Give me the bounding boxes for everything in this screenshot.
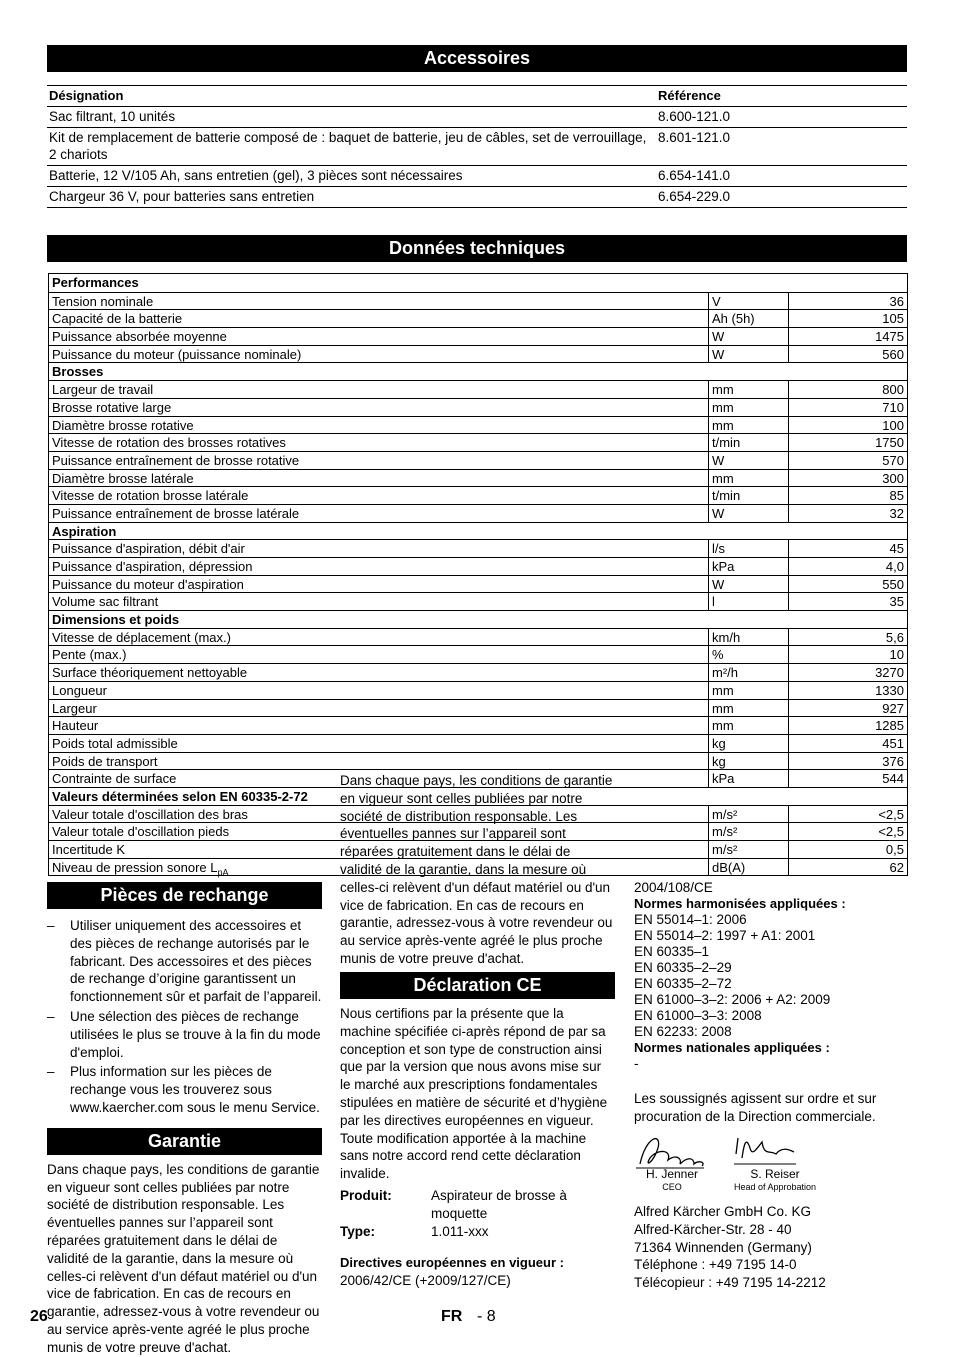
- table-row: [49, 380, 907, 398]
- spec-label: Valeur totale d'oscillation des bras: [49, 806, 709, 823]
- spec-value: 10: [889, 647, 904, 663]
- table-row: [49, 469, 907, 487]
- signatory-2-role: Head of Approbation: [733, 1182, 817, 1192]
- harmonized-label: Normes harmonisées appliquées :: [634, 896, 846, 911]
- table-row: [49, 681, 907, 699]
- spec-value: 800: [882, 382, 904, 398]
- signatory-1-role: CEO: [662, 1182, 682, 1192]
- table-row: [49, 309, 907, 327]
- spec-unit: t/min: [709, 487, 789, 504]
- spec-unit: W: [709, 505, 789, 522]
- signatories-text: Les soussignés agissent sur ordre et sur procuration de la Direction commerciale.: [634, 1091, 877, 1124]
- table-row: [49, 734, 907, 752]
- warranty-title: Garantie: [47, 1128, 322, 1155]
- cell-reference: 8.601-121.0: [658, 130, 731, 145]
- norm-item: EN 61000–3–3: 2008: [634, 1008, 762, 1023]
- spec-unit: mm: [709, 399, 789, 416]
- spec-label: Diamètre brosse latérale: [49, 470, 709, 487]
- col-reference: Référence: [658, 88, 721, 103]
- warranty-text: Dans chaque pays, les conditions de garantie en vigueur sont celles publiées par notre société de distribution responsable. Les éventuelles pannes sur l’appareil sont réparées gratuitement dans le délai de validité de la garantie, dans la mesure où celles-ci relèvent d'un défaut matériel ou d'un vice de fabrication. En cas de recours en garantie, adressez-vous à votre revendeur ou au service après-vente agréé le plus proche munis de votre preuve d'achat.: [47, 1161, 320, 1355]
- spec-unit: W: [709, 452, 789, 469]
- cell-reference: 6.654-229.0: [658, 189, 731, 204]
- product-row: [340, 1187, 615, 1223]
- type-value: 1.011-xxx: [431, 1223, 489, 1239]
- spec-label: Diamètre brosse rotative: [49, 417, 709, 434]
- spec-value: 3270: [875, 665, 904, 681]
- list-item: – Une sélection des pièces de rechange utilisées le plus se trouve à la fin du mode d'emploi.: [47, 1008, 322, 1061]
- table-row: [49, 398, 907, 416]
- spec-unit: W: [709, 346, 789, 363]
- spec-label: Largeur: [49, 700, 709, 717]
- norm-item: EN 60335–2–29: [634, 960, 732, 975]
- spec-label: Poids total admissible: [49, 735, 709, 752]
- section-label: Dimensions et poids: [52, 612, 180, 628]
- spec-value: 300: [882, 470, 904, 486]
- norm-item: EN 60335–1: [634, 944, 710, 959]
- spec-label: Puissance absorbée moyenne: [49, 328, 709, 345]
- table-row: [47, 107, 907, 128]
- directives-label: Directives européennes en vigueur :: [340, 1255, 564, 1271]
- spec-label: Hauteur: [49, 717, 709, 734]
- table-row: [49, 327, 907, 345]
- table-header: [47, 85, 907, 107]
- page-subnumber: [477, 1308, 496, 1326]
- section-row: [49, 274, 907, 292]
- spec-unit: mm: [709, 682, 789, 699]
- address-line: Alfred-Kärcher-Str. 28 - 40: [634, 1221, 792, 1237]
- spec-unit: km/h: [709, 629, 789, 646]
- spec-value: 451: [882, 735, 904, 751]
- spec-label: Vitesse de rotation brosse latérale: [49, 487, 709, 504]
- section-label: Performances: [52, 275, 139, 290]
- spec-value: <2,5: [878, 806, 904, 822]
- spec-value: 927: [882, 700, 904, 716]
- table-row: [49, 433, 907, 451]
- spec-unit: kPa: [709, 770, 789, 787]
- spec-value: 5,6: [885, 629, 904, 645]
- spec-label: Vitesse de rotation des brosses rotatives: [49, 434, 709, 451]
- spec-unit: m/s²: [709, 841, 789, 858]
- signatory-2: [720, 1168, 830, 1194]
- spec-label: Puissance entraînement de brosse latérale: [49, 505, 709, 522]
- spare-parts-list: [47, 917, 322, 1117]
- column-right: [634, 880, 909, 1126]
- table-row: [49, 345, 907, 363]
- spec-label: Incertitude K: [49, 841, 709, 858]
- spec-unit: W: [709, 328, 789, 345]
- spec-label: Puissance d'aspiration, dépression: [49, 558, 709, 575]
- norm-item: EN 62233: 2008: [634, 1024, 732, 1039]
- spec-value: 1750: [875, 435, 904, 451]
- product-label: Produit:: [340, 1187, 392, 1203]
- national-label: Normes nationales appliquées :: [634, 1040, 830, 1055]
- type-row: [340, 1223, 615, 1241]
- spec-label: Niveau de pression sonore $L_{pA}$: [49, 859, 709, 876]
- spec-label: Puissance du moteur (puissance nominale): [49, 346, 709, 363]
- spec-value: 1475: [875, 329, 904, 345]
- spec-value: 4,0: [885, 559, 904, 574]
- spec-label: Volume sac filtrant: [49, 593, 709, 610]
- spec-label: Puissance entraînement de brosse rotative: [49, 452, 709, 469]
- section-label: Valeurs déterminées selon EN 60335-2-72: [52, 788, 308, 804]
- table-row: [49, 486, 907, 504]
- spec-value: 376: [882, 753, 904, 769]
- spec-label: Pente (max.): [49, 646, 709, 663]
- address-line: Téléphone : +49 7195 14-0: [634, 1257, 797, 1273]
- table-row: [49, 557, 907, 575]
- ce-title: Déclaration CE: [340, 972, 615, 999]
- table-row: [49, 504, 907, 522]
- spec-value: 0,5: [885, 842, 904, 857]
- accessories-table: [47, 85, 907, 208]
- signatory-1: [642, 1168, 702, 1194]
- table-row: [47, 128, 907, 166]
- type-label: Type:: [340, 1223, 376, 1239]
- table-row: [49, 539, 907, 557]
- spec-value: 100: [882, 417, 904, 433]
- spec-value: 550: [882, 576, 904, 592]
- spec-value: 1330: [875, 682, 904, 698]
- table-row: [49, 628, 907, 646]
- section-label: Brosses: [52, 364, 104, 380]
- signatory-2-name: S. Reiser: [750, 1167, 800, 1181]
- spec-label: Brosse rotative large: [49, 399, 709, 416]
- cell-reference: 8.600-121.0: [658, 109, 731, 124]
- cell-reference: 6.654-141.0: [658, 168, 731, 183]
- spec-label: Poids de transport: [49, 753, 709, 770]
- signature-block: [632, 1128, 832, 1198]
- spec-value: <2,5: [878, 824, 904, 840]
- section-label: Aspiration: [52, 523, 117, 539]
- spec-label: Valeur totale d'oscillation pieds: [49, 823, 709, 840]
- spec-unit: mm: [709, 470, 789, 487]
- spec-label: Puissance du moteur d'aspiration: [49, 576, 709, 593]
- table-row: [49, 575, 907, 593]
- column-left: [47, 882, 322, 1355]
- spec-unit: W: [709, 576, 789, 593]
- warranty-continuation: [340, 773, 615, 968]
- spec-value: 544: [882, 771, 904, 787]
- spec-value: 105: [882, 311, 904, 327]
- cell-designation: Chargeur 36 V, pour batteries sans entretien: [49, 189, 315, 204]
- table-row: [49, 592, 907, 610]
- table-row: [49, 416, 907, 434]
- spec-unit: l: [709, 593, 789, 610]
- list-item: – Plus information sur les pièces de rechange vous les trouverez sous www.kaercher.com sous le menu Service.: [47, 1063, 322, 1116]
- spec-value: 35: [889, 594, 904, 610]
- spec-value: 62: [889, 859, 904, 875]
- spec-value: 570: [882, 452, 904, 468]
- spec-unit: V: [709, 293, 789, 310]
- table-row: [49, 699, 907, 717]
- spec-value: 560: [882, 346, 904, 362]
- cell-designation: Batterie, 12 V/105 Ah, sans entretien (gel), 3 pièces sont nécessaires: [49, 168, 463, 183]
- tech-title: Données techniques: [47, 235, 907, 262]
- company-address: [634, 1203, 914, 1292]
- table-row: [47, 187, 907, 208]
- spec-unit: m²/h: [709, 664, 789, 681]
- spec-label: Largeur de travail: [49, 381, 709, 398]
- spec-unit: mm: [709, 381, 789, 398]
- norm-item: EN 60335–2–72: [634, 976, 732, 991]
- spec-value: 85: [889, 488, 904, 504]
- spec-value: 1285: [875, 718, 904, 734]
- spec-unit: kg: [709, 753, 789, 770]
- spec-label: Tension nominale: [49, 293, 709, 310]
- spec-unit: kPa: [709, 558, 789, 575]
- address-line: 71364 Winnenden (Germany): [634, 1239, 812, 1255]
- spec-unit: mm: [709, 717, 789, 734]
- page-number: 26: [30, 1308, 48, 1325]
- spec-label: Vitesse de déplacement (max.): [49, 629, 709, 646]
- spec-unit: m/s²: [709, 806, 789, 823]
- spec-unit: mm: [709, 700, 789, 717]
- spec-label: Longueur: [49, 682, 709, 699]
- national-value: -: [634, 1056, 639, 1071]
- list-item: – Utiliser uniquement des accessoires et des pièces de rechange autorisés par le fabricant. Des accessoires et des pièces de rechange d’origine garantissent un fonctionnement sûr et parfait de l’appareil.: [47, 917, 322, 1006]
- warranty-text-part1: [47, 1161, 322, 1355]
- directive-item: 2006/42/CE (+2009/127/CE): [340, 1273, 511, 1289]
- table-row: [49, 451, 907, 469]
- section-row: [49, 522, 907, 540]
- warranty-text-part2: Dans chaque pays, les conditions de garantie en vigueur sont celles publiées par notre société de distribution responsable. Les éventuelles pannes sur l’appareil sont réparées gratuitement dans le délai de validité de la garantie, dans la mesure où celles-ci relèvent d'un défaut matériel ou d'un vice de fabrication. En cas de recours en garantie, adressez-vous à votre revendeur ou au service après-vente agréé le plus proche munis de votre preuve d'achat.: [340, 773, 613, 966]
- norm-item: EN 55014–2: 1997 + A1: 2001: [634, 928, 816, 943]
- spec-label: Surface théoriquement nettoyable: [49, 664, 709, 681]
- signatory-1-name: H. Jenner: [645, 1167, 699, 1181]
- ce-text: Nous certifions par la présente que la machine spécifiée ci-après répond de par sa conception et son type de construction ainsi que par la version que nous avons mise sur le marché aux prescriptions fondamentales stipulées en matière de sécurité et d’hygiène par les directives européennes en vigueur. Toute modification apportée à la machine sans notre accord rend cette déclaration invalide.: [340, 1006, 608, 1182]
- spec-unit: %: [709, 646, 789, 663]
- spec-label: Capacité de la batterie: [49, 310, 709, 327]
- table-row: [49, 752, 907, 770]
- spec-unit: t/min: [709, 434, 789, 451]
- address-line: Télécopieur : +49 7195 14-2212: [634, 1275, 826, 1291]
- page-subnumber-text: - 8: [477, 1308, 496, 1325]
- section-row: [49, 610, 907, 628]
- spec-value: 32: [889, 505, 904, 521]
- table-row: [49, 716, 907, 734]
- page-language: FR: [441, 1308, 463, 1325]
- product-value: Aspirateur de brosse à moquette: [431, 1187, 567, 1221]
- address-line: Alfred Kärcher GmbH Co. KG: [634, 1204, 812, 1219]
- norm-item: EN 61000–3–2: 2006 + A2: 2009: [634, 992, 831, 1007]
- directive-item: 2004/108/CE: [634, 880, 713, 895]
- spec-value: 36: [889, 293, 904, 309]
- table-row: [49, 292, 907, 310]
- spec-label: Contrainte de surface: [49, 770, 709, 787]
- norm-item: EN 55014–1: 2006: [634, 912, 747, 927]
- cell-designation: Kit de remplacement de batterie composé de : baquet de batterie, jeu de câbles, set de verrouillage, 2 chariots: [49, 130, 647, 162]
- accessories-title: Accessoires: [47, 45, 907, 72]
- spec-unit: Ah (5h): [709, 310, 789, 327]
- spec-unit: mm: [709, 417, 789, 434]
- table-row: [49, 645, 907, 663]
- spec-unit: l/s: [709, 540, 789, 557]
- spec-unit: m/s²: [709, 823, 789, 840]
- column-middle: [340, 773, 615, 1290]
- spec-unit: dB(A): [709, 859, 789, 876]
- section-row: [49, 362, 907, 380]
- spec-label: Puissance d'aspiration, débit d'air: [49, 540, 709, 557]
- spec-unit: kg: [709, 735, 789, 752]
- spec-value: 710: [882, 399, 904, 415]
- col-designation: Désignation: [49, 88, 124, 103]
- table-row: [49, 663, 907, 681]
- spare-parts-title: Pièces de rechange: [47, 882, 322, 909]
- cell-designation: Sac filtrant, 10 unités: [49, 109, 176, 124]
- table-row: [47, 166, 907, 187]
- spec-value: 45: [889, 541, 904, 557]
